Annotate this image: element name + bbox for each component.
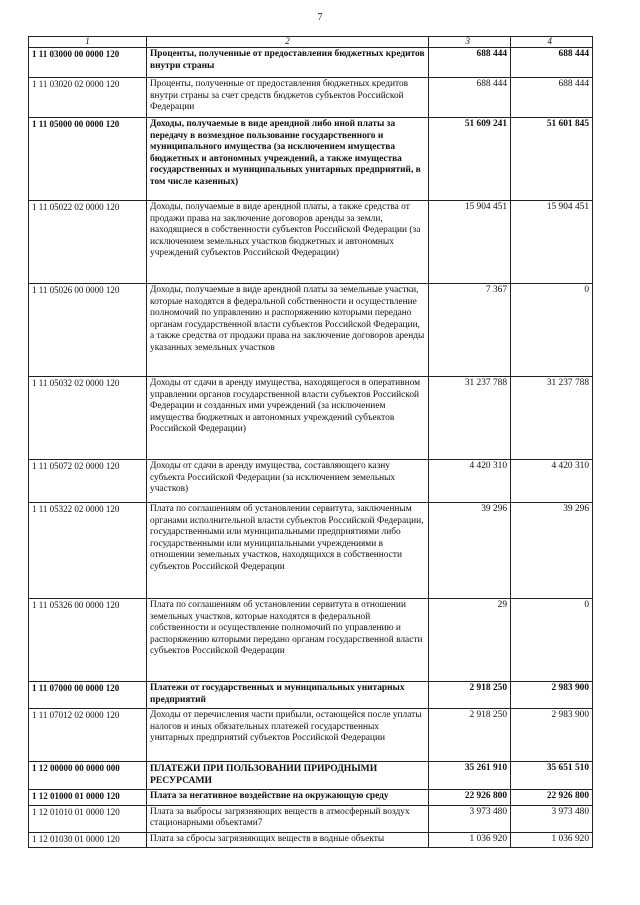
amount-col3-cell: 22 926 800 bbox=[429, 790, 511, 806]
table-row bbox=[29, 78, 593, 118]
amount-col3-cell: 2 918 250 bbox=[429, 682, 511, 709]
table-row bbox=[29, 832, 593, 848]
description-cell: Плата за сбросы загрязняющих веществ в водные объекты bbox=[147, 832, 429, 848]
table-row bbox=[29, 48, 593, 78]
amount-col4-cell: 51 601 845 bbox=[511, 118, 593, 201]
amount-col4-cell: 0 bbox=[511, 284, 593, 377]
budget-code-cell: 1 11 03020 02 0000 120 bbox=[29, 78, 147, 118]
budget-code-cell: 1 11 05326 00 0000 120 bbox=[29, 599, 147, 682]
table-row bbox=[29, 284, 593, 377]
amount-col4-cell: 31 237 788 bbox=[511, 377, 593, 460]
budget-code-cell: 1 11 07012 02 0000 120 bbox=[29, 709, 147, 762]
amount-col3-cell: 688 444 bbox=[429, 48, 511, 78]
amount-col4-cell: 39 296 bbox=[511, 503, 593, 599]
table-row bbox=[29, 201, 593, 284]
description-cell: Плата за выбросы загрязняющих веществ в атмосферный воздух стационарными объектами7 bbox=[147, 805, 429, 832]
table-row bbox=[29, 118, 593, 201]
table-row bbox=[29, 790, 593, 806]
column-number-3: 3 bbox=[429, 37, 511, 48]
amount-col4-cell: 15 904 451 bbox=[511, 201, 593, 284]
description-cell: Доходы, получаемые в виде арендной платы за земельные участки, которые находятся в федеральной собственности и осуществление полномочий по управлению и распоряжению которыми передано органам государственной власти субъектов Российской Федерации, а также средства от продажи права на заключение договоров аренды указанных земельных участков bbox=[147, 284, 429, 377]
budget-code-cell: 1 11 05072 02 0000 120 bbox=[29, 460, 147, 503]
amount-col4-cell: 35 651 510 bbox=[511, 762, 593, 790]
column-number-1: 1 bbox=[29, 37, 147, 48]
table-row bbox=[29, 377, 593, 460]
amount-col4-cell: 0 bbox=[511, 599, 593, 682]
budget-code-cell: 1 11 05322 02 0000 120 bbox=[29, 503, 147, 599]
column-number-2: 2 bbox=[147, 37, 429, 48]
amount-col3-cell: 688 444 bbox=[429, 78, 511, 118]
amount-col3-cell: 3 973 480 bbox=[429, 805, 511, 832]
amount-col4-cell: 2 983 900 bbox=[511, 709, 593, 762]
description-cell: Доходы от сдачи в аренду имущества, составляющего казну субъекта Российской Федерации (за исключением земельных участков) bbox=[147, 460, 429, 503]
description-cell: Плата за негативное воздействие на окружающую среду bbox=[147, 790, 429, 806]
amount-col4-cell: 3 973 480 bbox=[511, 805, 593, 832]
budget-code-cell: 1 11 07000 00 0000 120 bbox=[29, 682, 147, 709]
budget-code-cell: 1 11 05022 02 0000 120 bbox=[29, 201, 147, 284]
budget-code-cell: 1 12 01030 01 0000 120 bbox=[29, 832, 147, 848]
amount-col3-cell: 29 bbox=[429, 599, 511, 682]
description-cell: ПЛАТЕЖИ ПРИ ПОЛЬЗОВАНИИ ПРИРОДНЫМИ РЕСУРСАМИ bbox=[147, 762, 429, 790]
amount-col3-cell: 4 420 310 bbox=[429, 460, 511, 503]
amount-col3-cell: 31 237 788 bbox=[429, 377, 511, 460]
amount-col4-cell: 688 444 bbox=[511, 48, 593, 78]
description-cell: Доходы, получаемые в виде арендной либо иной платы за передачу в возмездное пользование государственного и муниципального имущества (за исключением имущества бюджетных и автономных учреждений, а также имущества государственных и муниципальных унитарных предприятий, в том числе казенных) bbox=[147, 118, 429, 201]
amount-col3-cell: 51 609 241 bbox=[429, 118, 511, 201]
amount-col3-cell: 15 904 451 bbox=[429, 201, 511, 284]
description-cell: Плата по соглашениям об установлении сервитута, заключенным органами исполнительной власти субъектов Российской Федерации, государственными или муниципальными предприятиями либо государственными или муниципальными учреждениями в отношении земельных участков, находящихся в собственности субъектов Российской Федерации bbox=[147, 503, 429, 599]
description-cell: Плата по соглашениям об установлении сервитута в отношении земельных участков, которые находятся в федеральной собственности и осуществление полномочий по управлению и распоряжению которыми передано органам государственной власти субъектов Российской Федерации bbox=[147, 599, 429, 682]
description-cell: Доходы от сдачи в аренду имущества, находящегося в оперативном управлении органов государственной власти субъектов Российской Федерации и созданных ими учреждений (за исключением имущества бюджетных и автономных учреждений субъектов Российской Федерации) bbox=[147, 377, 429, 460]
table-row bbox=[29, 599, 593, 682]
budget-code-cell: 1 11 05026 00 0000 120 bbox=[29, 284, 147, 377]
budget-code-cell: 1 12 01000 01 0000 120 bbox=[29, 790, 147, 806]
budget-code-cell: 1 11 05032 02 0000 120 bbox=[29, 377, 147, 460]
budget-code-cell: 1 11 03000 00 0000 120 bbox=[29, 48, 147, 78]
amount-col4-cell: 4 420 310 bbox=[511, 460, 593, 503]
table-row bbox=[29, 503, 593, 599]
column-number-row bbox=[29, 37, 593, 48]
amount-col3-cell: 35 261 910 bbox=[429, 762, 511, 790]
amount-col4-cell: 2 983 900 bbox=[511, 682, 593, 709]
amount-col3-cell: 39 296 bbox=[429, 503, 511, 599]
description-cell: Доходы от перечисления части прибыли, остающейся после уплаты налогов и иных обязательных платежей государственных унитарных предприятий субъектов Российской Федерации bbox=[147, 709, 429, 762]
column-number-4: 4 bbox=[511, 37, 593, 48]
amount-col3-cell: 1 036 920 bbox=[429, 832, 511, 848]
table-row bbox=[29, 709, 593, 762]
budget-code-cell: 1 12 00000 00 0000 000 bbox=[29, 762, 147, 790]
table-row bbox=[29, 460, 593, 503]
amount-col3-cell: 2 918 250 bbox=[429, 709, 511, 762]
description-cell: Платежи от государственных и муниципальных унитарных предприятий bbox=[147, 682, 429, 709]
amount-col4-cell: 22 926 800 bbox=[511, 790, 593, 806]
revenue-table bbox=[28, 36, 593, 848]
description-cell: Проценты, полученные от предоставления бюджетных кредитов внутри страны за счет средств бюджетов субъектов Российской Федерации bbox=[147, 78, 429, 118]
description-cell: Доходы, получаемые в виде арендной платы, а также средства от продажи права на заключение договоров аренды за земли, находящиеся в собственности субъектов Российской Федерации (за исключением земельных участков бюджетных и автономных учреждений субъектов Российской Федерации) bbox=[147, 201, 429, 284]
budget-code-cell: 1 11 05000 00 0000 120 bbox=[29, 118, 147, 201]
table-row bbox=[29, 682, 593, 709]
table-row bbox=[29, 805, 593, 832]
description-cell: Проценты, полученные от предоставления бюджетных кредитов внутри страны bbox=[147, 48, 429, 78]
amount-col4-cell: 1 036 920 bbox=[511, 832, 593, 848]
page-number: 7 bbox=[317, 12, 323, 23]
budget-code-cell: 1 12 01010 01 0000 120 bbox=[29, 805, 147, 832]
amount-col4-cell: 688 444 bbox=[511, 78, 593, 118]
amount-col3-cell: 7 367 bbox=[429, 284, 511, 377]
table-row bbox=[29, 762, 593, 790]
